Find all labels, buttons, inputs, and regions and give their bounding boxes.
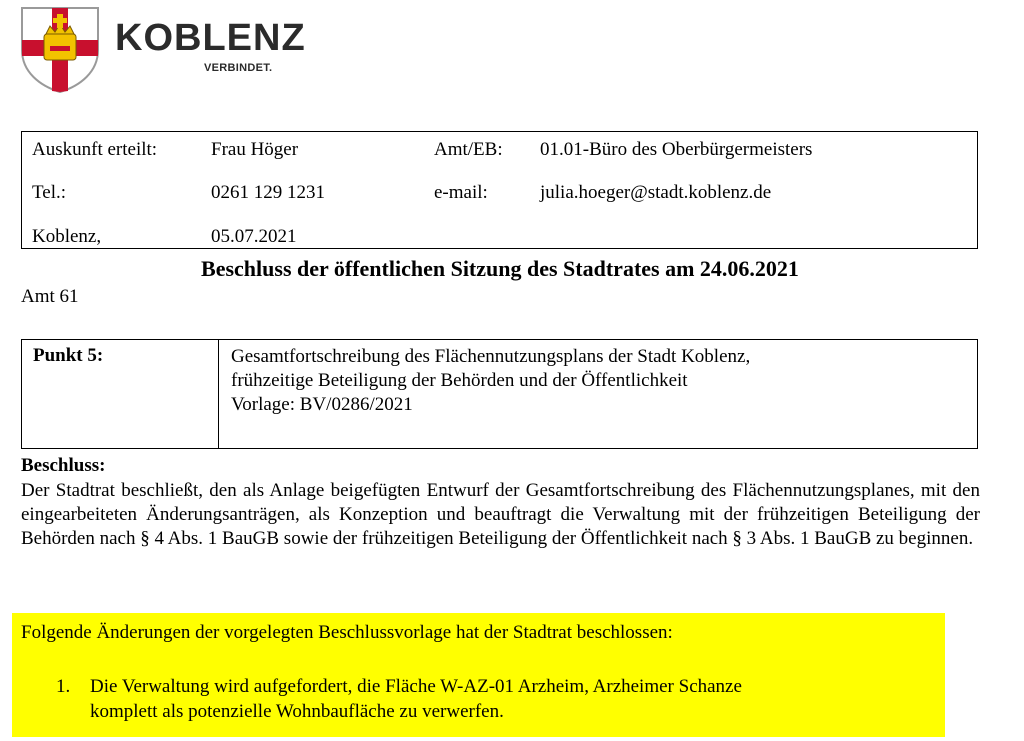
agenda-item-line: frühzeitige Beteiligung der Behörden und der Öffentlichkeit	[231, 370, 688, 391]
contact-label-email: e-mail:	[434, 182, 488, 203]
brand-wordmark: KOBLENZ	[115, 17, 306, 59]
contact-value-date: 05.07.2021	[211, 226, 297, 247]
brand-tagline: VERBINDET.	[204, 62, 273, 74]
document-title: Beschluss der öffentlichen Sitzung des Stadtrates am 24.06.2021	[201, 256, 799, 281]
agenda-item-line: Gesamtfortschreibung des Flächennutzungsplans der Stadt Koblenz,	[231, 346, 751, 367]
department-label: Amt 61	[21, 286, 79, 307]
resolution-text: Der Stadtrat beschließt, den als Anlage beigefügten Entwurf der Gesamtfortschreibung des Flächennutzungsplanes, mit den eingearbeiteten Änderungsanträgen, als Konzeption und beauftragt die Verwaltung mit der frühzeitigen Beteiligung der Behörden nach § 4 Abs. 1 BauGB sowie der frühzeitigen Beteiligung der Öffentlichkeit nach § 3 Abs. 1 BauGB zu beginnen.	[21, 480, 980, 549]
agenda-item-divider	[218, 340, 219, 448]
contact-label-info: Auskunft erteilt:	[32, 139, 158, 160]
contact-label-tel: Tel.:	[32, 182, 67, 203]
amendment-text	[90, 674, 742, 724]
koblenz-coat-of-arms-icon	[20, 6, 100, 94]
amendment-line: Die Verwaltung wird aufgefordert, die Fläche W-AZ-01 Arzheim, Arzheimer Schanze	[90, 676, 742, 697]
contact-value-tel: 0261 129 1231	[211, 182, 325, 203]
contact-info-box	[21, 131, 978, 249]
agenda-item-label: Punkt 5:	[33, 345, 104, 366]
amendment-number: 1.	[56, 676, 71, 697]
resolution-heading: Beschluss:	[21, 455, 106, 476]
contact-value-email[interactable]: julia.hoeger@stadt.koblenz.de	[540, 182, 772, 203]
contact-value-amt: 01.01-Büro des Oberbürgermeisters	[540, 139, 813, 160]
amendments-highlight-box	[12, 613, 945, 737]
agenda-item-description	[231, 345, 750, 417]
contact-label-place: Koblenz,	[32, 226, 102, 247]
amendment-line: komplett als potenzielle Wohnbaufläche zu verwerfen.	[90, 701, 504, 722]
agenda-item-line: Vorlage: BV/0286/2021	[231, 394, 413, 415]
contact-label-amt: Amt/EB:	[434, 139, 503, 160]
contact-value-info: Frau Höger	[211, 139, 299, 160]
amendments-intro: Folgende Änderungen der vorgelegten Beschlussvorlage hat der Stadtrat beschlossen:	[21, 622, 673, 643]
agenda-item-box	[21, 339, 978, 449]
